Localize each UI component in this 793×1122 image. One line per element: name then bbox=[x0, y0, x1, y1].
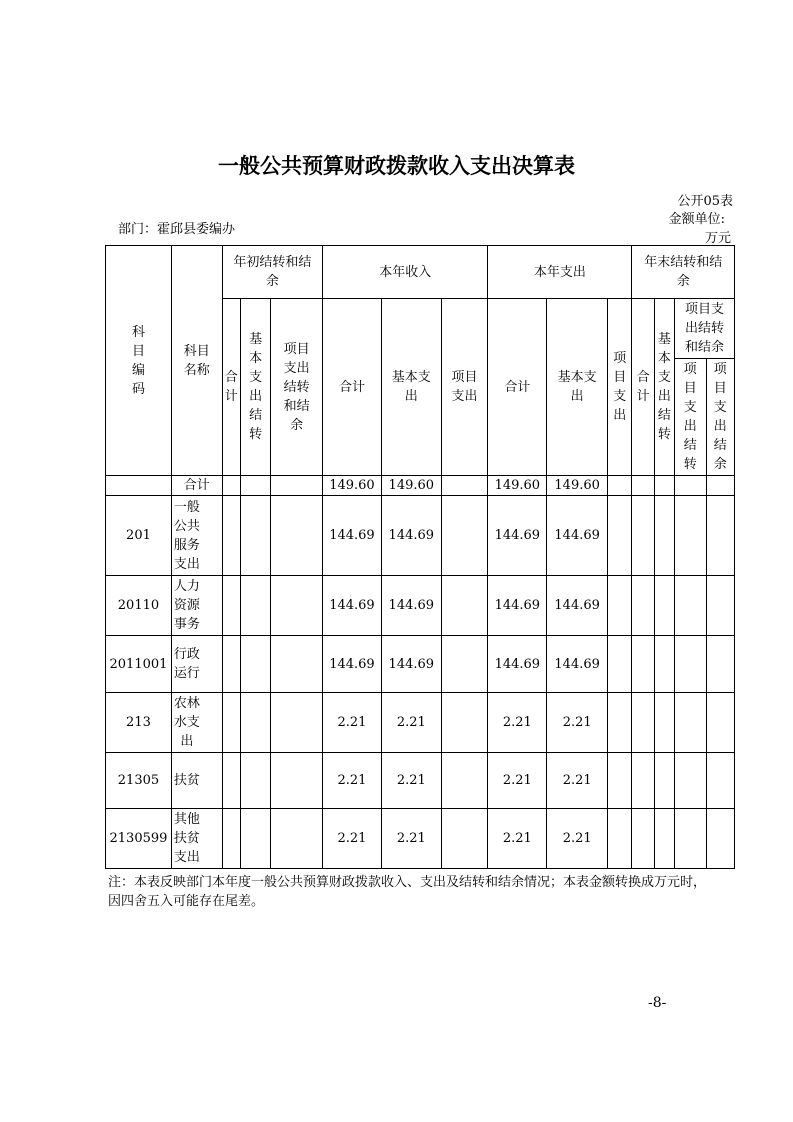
row-expense: 144.69 bbox=[488, 636, 547, 693]
total-income-basic: 149.60 bbox=[381, 476, 441, 496]
header-begin-basic: 基本支出结转 bbox=[240, 299, 270, 476]
row-income: 144.69 bbox=[323, 636, 382, 693]
row-income-basic: 144.69 bbox=[381, 636, 441, 693]
header-begin-group: 年初结转和结余 bbox=[222, 246, 322, 299]
row-name: 扶贫 bbox=[171, 753, 222, 809]
header-expense-project: 项目支出 bbox=[608, 299, 632, 476]
form-number: 公开05表 bbox=[677, 194, 733, 209]
total-label: 合计 bbox=[171, 476, 222, 496]
row-expense-basic: 2.21 bbox=[547, 809, 608, 869]
row-name: 人力资源事务 bbox=[171, 576, 222, 636]
row-income-basic: 2.21 bbox=[381, 753, 441, 809]
row-expense-basic: 144.69 bbox=[547, 576, 608, 636]
row-income-basic: 2.21 bbox=[381, 809, 441, 869]
header-income-basic: 基本支出 bbox=[381, 299, 441, 476]
header-name: 科目名称 bbox=[171, 246, 222, 476]
row-expense: 144.69 bbox=[488, 496, 547, 576]
department-label: 部门：霍邱县委编办 bbox=[118, 222, 236, 237]
row-income-basic: 144.69 bbox=[381, 576, 441, 636]
table-row bbox=[106, 809, 735, 869]
table-row bbox=[106, 693, 735, 753]
header-code: 科目编码 bbox=[106, 246, 172, 476]
total-expense-basic: 149.60 bbox=[547, 476, 608, 496]
header-end-project: 项目支出结转和结余 bbox=[675, 299, 735, 359]
header-begin-total: 合计 bbox=[222, 299, 240, 476]
header-end-basic: 基本支出结转 bbox=[654, 299, 674, 476]
row-expense-basic: 2.21 bbox=[547, 753, 608, 809]
header-end-project-balance: 项目支出结余 bbox=[706, 359, 735, 476]
total-row bbox=[106, 476, 735, 496]
row-name: 一般公共服务支出 bbox=[171, 496, 222, 576]
row-name: 行政运行 bbox=[171, 636, 222, 693]
row-code: 2011001 bbox=[106, 636, 172, 693]
table-row bbox=[106, 576, 735, 636]
unit-value: 万元 bbox=[704, 231, 731, 246]
row-expense: 2.21 bbox=[488, 809, 547, 869]
row-income: 2.21 bbox=[323, 809, 382, 869]
row-name: 农林水支出 bbox=[171, 693, 222, 753]
row-name: 其他扶贫支出 bbox=[171, 809, 222, 869]
budget-table bbox=[105, 245, 735, 869]
header-income-total: 合计 bbox=[323, 299, 382, 476]
row-expense: 144.69 bbox=[488, 576, 547, 636]
header-end-project-carry: 项目支出结转 bbox=[675, 359, 706, 476]
page-title: 一般公共预算财政拨款收入支出决算表 bbox=[218, 154, 575, 178]
header-income-group: 本年收入 bbox=[323, 246, 488, 299]
table-row bbox=[106, 496, 735, 576]
row-income-basic: 2.21 bbox=[381, 693, 441, 753]
footnote: 注：本表反映部门本年度一般公共预算财政拨款收入、支出及结转和结余情况；本表金额转换成万元时，因四舍五入可能存在尾差。 bbox=[108, 875, 707, 909]
row-code: 2130599 bbox=[106, 809, 172, 869]
row-income: 2.21 bbox=[323, 753, 382, 809]
header-begin-project: 项目支出结转和结余 bbox=[271, 299, 323, 476]
row-expense-basic: 2.21 bbox=[547, 693, 608, 753]
row-code: 20110 bbox=[106, 576, 172, 636]
row-income-basic: 144.69 bbox=[381, 496, 441, 576]
header-end-group: 年末结转和结余 bbox=[632, 246, 735, 299]
header-end-total: 合计 bbox=[632, 299, 654, 476]
row-code: 213 bbox=[106, 693, 172, 753]
header-expense-basic: 基本支出 bbox=[547, 299, 608, 476]
row-code: 21305 bbox=[106, 753, 172, 809]
row-income: 144.69 bbox=[323, 496, 382, 576]
unit-label: 金额单位: bbox=[668, 212, 725, 227]
total-expense: 149.60 bbox=[488, 476, 547, 496]
header-expense-total: 合计 bbox=[488, 299, 547, 476]
row-expense-basic: 144.69 bbox=[547, 496, 608, 576]
row-income: 2.21 bbox=[323, 693, 382, 753]
header-expense-group: 本年支出 bbox=[488, 246, 632, 299]
row-income: 144.69 bbox=[323, 576, 382, 636]
table-row bbox=[106, 636, 735, 693]
table-row bbox=[106, 753, 735, 809]
row-expense: 2.21 bbox=[488, 693, 547, 753]
row-expense-basic: 144.69 bbox=[547, 636, 608, 693]
row-code: 201 bbox=[106, 496, 172, 576]
page-number: -8- bbox=[648, 995, 667, 1011]
total-income: 149.60 bbox=[323, 476, 382, 496]
row-expense: 2.21 bbox=[488, 753, 547, 809]
header-income-project: 项目支出 bbox=[441, 299, 488, 476]
